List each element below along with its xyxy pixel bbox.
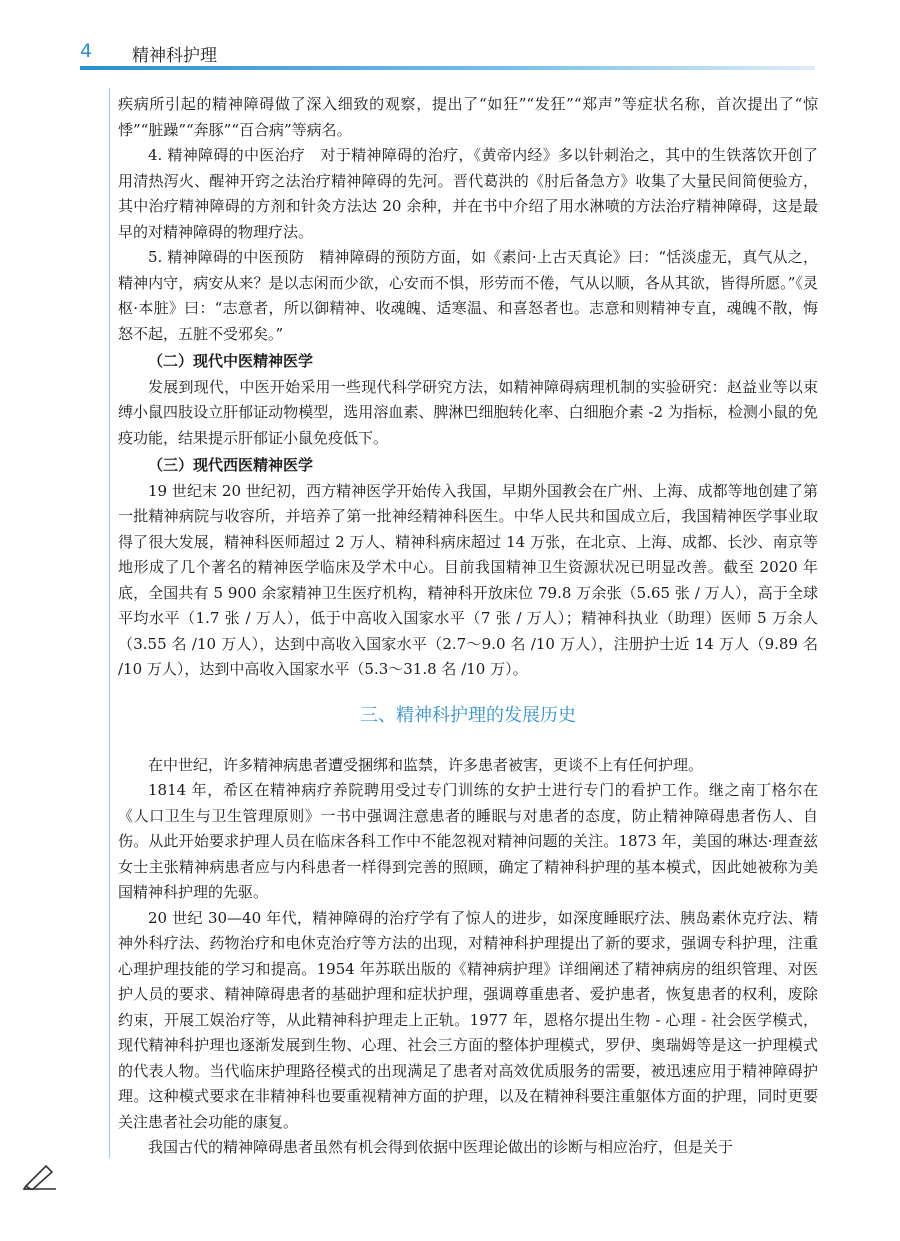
- paragraph-ancient-china: 我国古代的精神障碍患者虽然有机会得到依据中医理论做出的诊断与相应治疗，但是关于: [148, 1138, 734, 1156]
- paragraph-medieval: 在中世纪，许多精神病患者遭受捆绑和监禁，许多患者被害，更谈不上有任何护理。: [148, 755, 704, 774]
- margin-rule: [109, 88, 110, 1158]
- running-title: 精神科护理: [132, 46, 217, 66]
- section-heading: 三、精神科护理的发展历史: [360, 704, 576, 726]
- paragraph-modern-tcm: 发展到现代，中医开始采用一些现代科学研究方法，如精神障碍病理机制的实验研究：赵益业等以束缚小鼠四肢设立肝郁证动物模型，选用溶血素、脾淋巴细胞转化率、白细胞介素 -2 为指标，检测小鼠的免疫功能，结果提示肝郁证小鼠免疫低下。: [118, 377, 818, 447]
- paragraph-tcm-treatment: 4. 精神障碍的中医治疗 对于精神障碍的治疗，《黄帝内经》多以针刺治之，其中的生铁落饮开创了用清热泻火、醒神开窍之法治疗精神障碍的先河。晋代葛洪的《肘后备急方》收集了大量民间简便验方，其中治疗精神障碍的方剂和针灸方法达 20 余种，并在书中介绍了用水淋喷的方法治疗精神障碍，这是最早的对精神障碍的物理疗法。: [118, 146, 818, 241]
- page-body: [118, 92, 818, 1161]
- heading-modern-tcm: （二）现代中医精神医学: [148, 352, 314, 370]
- paragraph-1814: 1814 年，希区在精神病疗养院聘用受过专门训练的女护士进行专门的看护工作。继之南丁格尔在《人口卫生与卫生管理原则》一书中强调注意患者的睡眠与对患者的态度，防止精神障碍患者伤人、自伤。从此开始要求护理人员在临床各科工作中不能忽视对精神问题的关注。1873 年，美国的琳达·理查兹女士主张精神病患者应与内科患者一样得到完善的照顾，确定了精神科护理的基本模式，因此她被称为美国精神科护理的先驱。: [118, 781, 818, 901]
- header-rule: [80, 66, 815, 70]
- paragraph-continued: 疾病所引起的精神障碍做了深入细致的观察，提出了“如狂”“发狂”“郑声”等症状名称，首次提出了“惊悸”“脏躁”“奔豚”“百合病”等病名。: [118, 95, 818, 139]
- paragraph-20th-century: 20 世纪 30—40 年代，精神障碍的治疗学有了惊人的进步，如深度睡眠疗法、胰岛素休克疗法、精神外科疗法、药物治疗和电休克治疗等方法的出现，对精神科护理提出了新的要求，强调专科护理，注重心理护理技能的学习和提高。1954 年苏联出版的《精神病护理》详细阐述了精神病房的组织管理、对医护人员的要求、精神障碍患者的基础护理和症状护理，强调尊重患者、爱护患者，恢复患者的权利，废除约束，开展工娱治疗等，从此精神科护理走上正轨。1977 年，恩格尔提出生物 - 心理 - 社会医学模式，现代精神科护理也逐渐发展到生物、心理、社会三方面的整体护理模式，罗伊、奥瑞姆等是这一护理模式的代表人物。当代临床护理路径模式的出现满足了患者对高效优质服务的需要，被迅速应用于精神障碍护理。这种模式要求在非精神科也要重视精神方面的护理，以及在精神科要注重躯体方面的护理，同时更要关注患者社会功能的康复。: [118, 908, 818, 1131]
- paragraph-modern-western: 19 世纪末 20 世纪初，西方精神医学开始传入我国，早期外国教会在广州、上海、成都等地创建了第一批精神病院与收容所，并培养了第一批神经精神科医生。中华人民共和国成立后，我国精神医学事业取得了很大发展，精神科医师超过 2 万人、精神科病床超过 14 万张，在北京、上海、成都、长沙、南京等地形成了几个著名的精神医学临床及学术中心。目前我国精神卫生资源状况已明显改善。截至 2020 年底，全国共有 5 900 余家精神卫生医疗机构，精神科开放床位 79.8 万余张（5.65 张 / 万人），高于全球平均水平（1.7 张 / 万人），低于中高收入国家水平（7 张 / 万人）；精神科执业（助理）医师 5 万余人（3.55 名 /10 万人），达到中高收入国家水平（2.7～9.0 名 /10 万人），注册护士近 14 万人（9.89 名 /10 万人），达到中高收入国家水平（5.3～31.8 名 /10 万）。: [118, 481, 818, 678]
- pen-icon: [22, 1160, 58, 1190]
- page-number: 4: [80, 40, 93, 62]
- paragraph-tcm-prevention: 5. 精神障碍的中医预防 精神障碍的预防方面，如《素问·上古天真论》曰：“恬淡虚无，真气从之，精神内守，病安从来？是以志闲而少欲，心安而不惧，形劳而不倦，气从以顺，各从其欲，皆得所愿。”《灵枢·本脏》曰：“志意者，所以御精神、收魂魄、适寒温、和喜怒者也。志意和则精神专直，魂魄不散，悔怒不起，五脏不受邪矣。”: [118, 248, 818, 343]
- heading-modern-western: （三）现代西医精神医学: [148, 456, 314, 474]
- page-header: [0, 0, 900, 78]
